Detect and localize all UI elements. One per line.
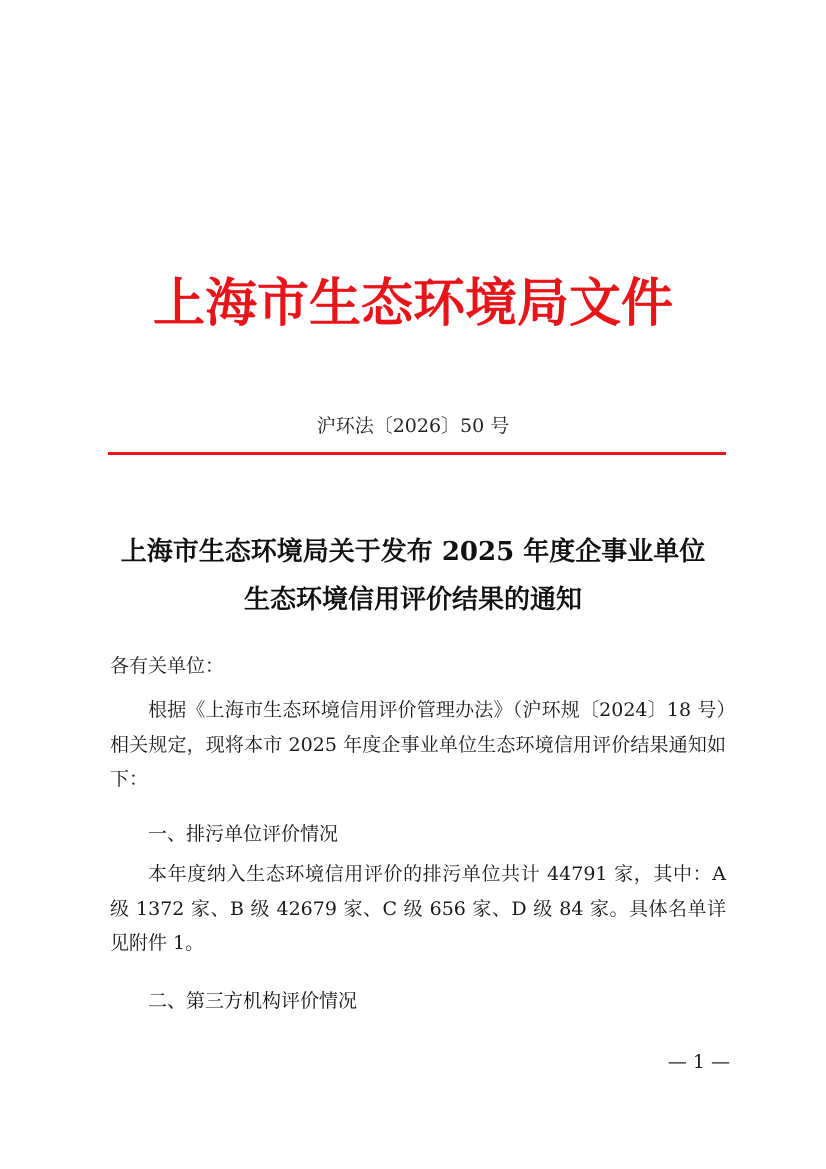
section-heading-1: 一、排污单位评价情况 xyxy=(148,823,339,845)
notice-title xyxy=(60,528,766,624)
red-divider-line xyxy=(108,452,726,455)
addressee: 各有关单位： xyxy=(110,655,225,677)
paragraph-pollutant-units: 本年度纳入生态环境信用评价的排污单位共计 44791 家，其中：A 级 1372 家、B 级 42679 家、C 级 656 家、D 级 84 家。具体名单详见附件 1。 xyxy=(110,863,726,954)
page-number: — 1 — xyxy=(667,1051,730,1073)
issuer-header-title: 上海市生态环境局文件 xyxy=(152,273,673,334)
notice-title-line-1: 上海市生态环境局关于发布 2025 年度企事业单位 xyxy=(120,537,706,567)
section-heading-2: 二、第三方机构评价情况 xyxy=(148,990,358,1012)
document-number: 沪环法〔2026〕50 号 xyxy=(316,415,510,437)
notice-title-line-2: 生态环境信用评价结果的通知 xyxy=(243,585,582,615)
paragraph-intro: 根据《上海市生态环境信用评价管理办法》（沪环规〔2024〕18 号）相关规定，现将本市 2025 年度企事业单位生态环境信用评价结果通知如下： xyxy=(110,699,726,790)
